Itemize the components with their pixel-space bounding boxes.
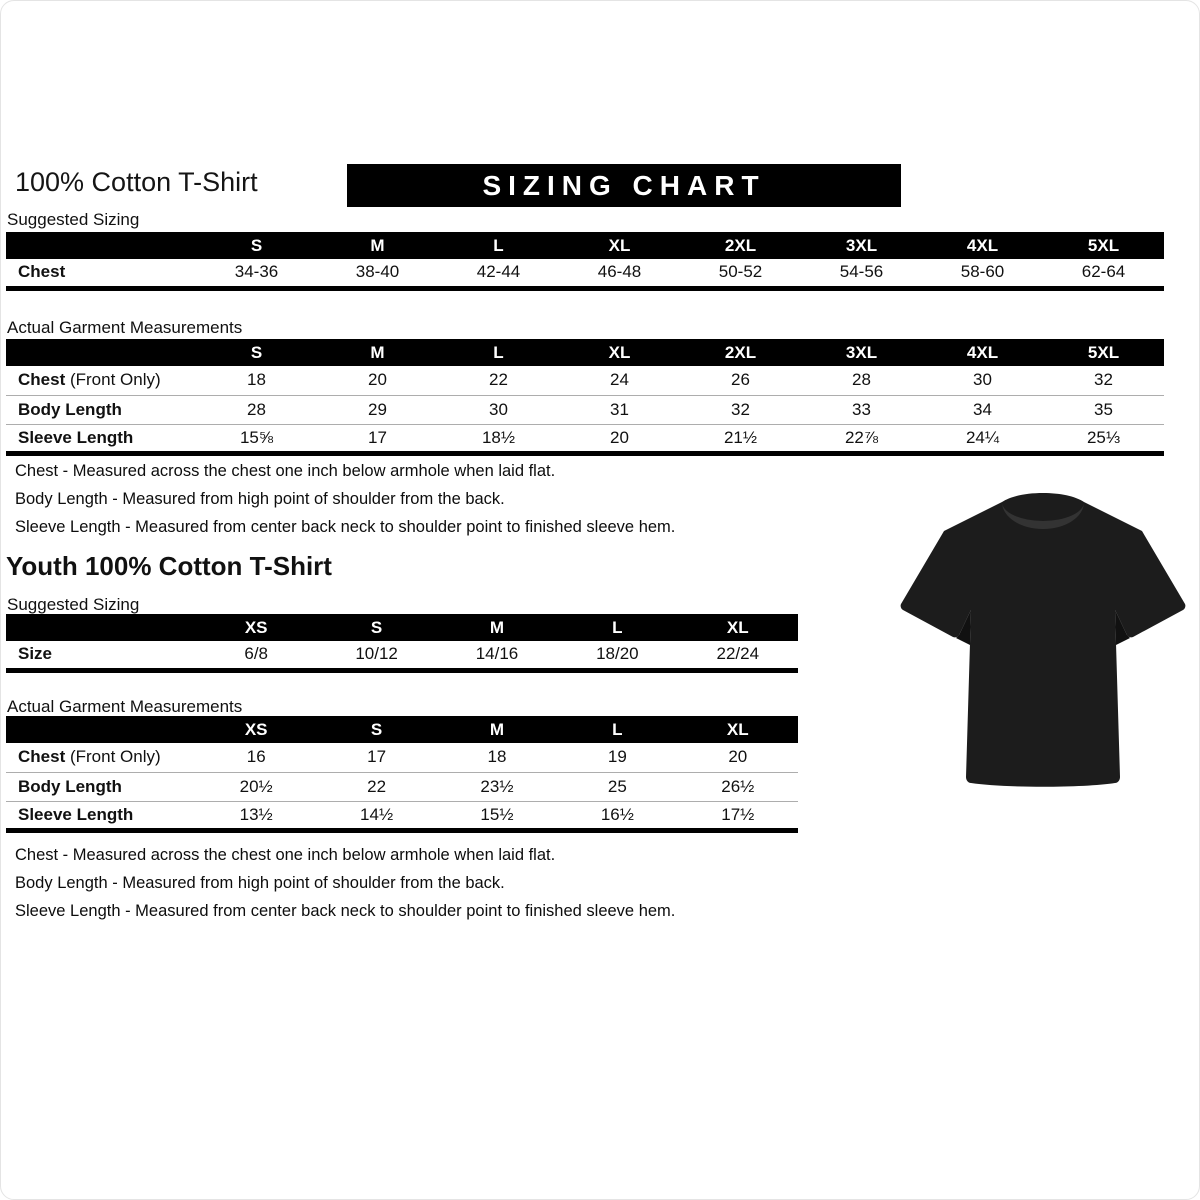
- youth-title: Youth 100% Cotton T-Shirt: [6, 551, 332, 581]
- size-column-l: L: [557, 614, 677, 641]
- measurement-row: [6, 395, 1164, 424]
- size-column-m: M: [317, 232, 438, 259]
- measurement-value: 15½: [480, 804, 514, 824]
- measurement-row: [6, 424, 1164, 453]
- measurement-value: 32: [1094, 370, 1113, 390]
- size-column-5xl: 5XL: [1043, 232, 1164, 259]
- size-column-3xl: 3XL: [801, 339, 922, 366]
- measurement-value: 38-40: [355, 262, 400, 282]
- measurement-value: 24: [610, 370, 629, 390]
- measurement-value: 33: [852, 399, 871, 419]
- measurement-value: 22: [367, 776, 387, 796]
- size-column-s: S: [196, 232, 317, 259]
- measurement-value: 18: [487, 747, 507, 767]
- header-corner-cell: [6, 614, 196, 641]
- measurement-value: 32: [731, 399, 750, 419]
- size-header-row: [6, 339, 1164, 366]
- row-label: Chest (Front Only): [18, 370, 161, 390]
- measurement-row: [6, 259, 1164, 288]
- note-chest: Chest - Measured across the chest one inch below armhole when laid flat.: [15, 846, 556, 864]
- size-column-l: L: [557, 716, 677, 743]
- measurement-value: 17: [367, 747, 387, 767]
- adult-actual-label: Actual Garment Measurements: [7, 318, 243, 337]
- measurement-value: 16: [246, 747, 266, 767]
- measurement-value: 6/8: [244, 644, 269, 664]
- measurement-value: 26½: [721, 776, 755, 796]
- measurement-value: 23½: [480, 776, 514, 796]
- sizing-chart-banner: SIZING CHART: [347, 164, 901, 207]
- measurement-value: 26: [731, 370, 750, 390]
- size-column-2xl: 2XL: [680, 232, 801, 259]
- measurement-value: 58-60: [960, 262, 1005, 282]
- adult-title: 100% Cotton T-Shirt: [15, 167, 258, 197]
- black-tshirt-image: [893, 471, 1193, 823]
- size-column-m: M: [437, 716, 557, 743]
- measurement-value: 19: [607, 747, 627, 767]
- measurement-value: 62-64: [1081, 262, 1126, 282]
- row-label: Sleeve Length: [18, 427, 134, 447]
- measurement-row: [6, 801, 798, 830]
- adult-suggested-table: [6, 232, 1164, 291]
- size-column-l: L: [438, 232, 559, 259]
- measurement-value: 10/12: [355, 644, 398, 664]
- adult-suggested-label: Suggested Sizing: [7, 210, 140, 229]
- measurement-value: 14½: [360, 804, 394, 824]
- measurement-value: 34: [973, 399, 992, 419]
- youth-actual-table: [6, 716, 798, 833]
- note-body-length: Body Length - Measured from high point of shoulder from the back.: [15, 874, 505, 892]
- size-column-2xl: 2XL: [680, 339, 801, 366]
- measurement-value: 22/24: [716, 644, 760, 664]
- measurement-row: [6, 366, 1164, 395]
- measurement-value: 22: [489, 370, 508, 390]
- row-label: Sleeve Length: [18, 804, 134, 824]
- size-column-s: S: [316, 716, 436, 743]
- measurement-value: 25: [607, 776, 627, 796]
- size-column-xl: XL: [678, 614, 798, 641]
- measurement-value: 22⅞: [844, 427, 879, 447]
- measurement-row: [6, 772, 798, 801]
- youth-notes: [15, 846, 675, 930]
- measurement-value: 15⅝: [239, 427, 274, 447]
- header-corner-cell: [6, 339, 196, 366]
- measurement-row: [6, 641, 798, 670]
- header-corner-cell: [6, 716, 196, 743]
- measurement-value: 35: [1094, 399, 1113, 419]
- youth-suggested-label: Suggested Sizing: [7, 595, 140, 614]
- size-column-l: L: [438, 339, 559, 366]
- measurement-value: 46-48: [597, 262, 642, 282]
- measurement-value: 18/20: [596, 644, 639, 664]
- youth-suggested-table: [6, 614, 798, 673]
- measurement-value: 30: [489, 399, 508, 419]
- youth-actual-label: Actual Garment Measurements: [7, 697, 243, 716]
- measurement-value: 14/16: [475, 644, 519, 664]
- size-column-xs: XS: [196, 716, 316, 743]
- size-column-m: M: [437, 614, 557, 641]
- size-column-4xl: 4XL: [922, 232, 1043, 259]
- measurement-value: 34-36: [234, 262, 279, 282]
- measurement-value: 30: [973, 370, 992, 390]
- size-column-xs: XS: [196, 614, 316, 641]
- row-label: Size: [18, 644, 53, 664]
- tshirt-icon: [893, 471, 1193, 823]
- measurement-value: 29: [368, 399, 387, 419]
- measurement-value: 21½: [723, 427, 758, 447]
- size-column-m: M: [317, 339, 438, 366]
- measurement-value: 28: [852, 370, 871, 390]
- note-sleeve-length: Sleeve Length - Measured from center back neck to shoulder point to finished sleeve hem.: [15, 518, 676, 536]
- size-column-xl: XL: [559, 232, 680, 259]
- measurement-value: 16½: [600, 804, 634, 824]
- row-label: Chest (Front Only): [18, 747, 161, 767]
- measurement-value: 20: [728, 747, 748, 767]
- measurement-value: 18½: [481, 427, 516, 447]
- measurement-value: 13½: [239, 804, 273, 824]
- measurement-row: [6, 743, 798, 772]
- row-label: Chest: [18, 262, 66, 282]
- size-column-5xl: 5XL: [1043, 339, 1164, 366]
- size-column-s: S: [316, 614, 436, 641]
- note-body-length: Body Length - Measured from high point of shoulder from the back.: [15, 490, 505, 508]
- adult-actual-table: [6, 339, 1164, 456]
- size-header-row: [6, 716, 798, 743]
- measurement-value: 42-44: [476, 262, 521, 282]
- size-column-xl: XL: [678, 716, 798, 743]
- measurement-value: 17: [368, 427, 387, 447]
- size-column-s: S: [196, 339, 317, 366]
- size-column-xl: XL: [559, 339, 680, 366]
- measurement-value: 28: [247, 399, 266, 419]
- note-chest: Chest - Measured across the chest one inch below armhole when laid flat.: [15, 462, 556, 480]
- measurement-value: 25⅓: [1086, 427, 1121, 447]
- measurement-value: 17½: [721, 804, 755, 824]
- measurement-value: 20: [610, 427, 629, 447]
- note-sleeve-length: Sleeve Length - Measured from center back neck to shoulder point to finished sleeve hem.: [15, 902, 676, 920]
- measurement-value: 20½: [239, 776, 273, 796]
- row-label: Body Length: [18, 399, 122, 419]
- adult-notes: [15, 462, 675, 546]
- measurement-value: 54-56: [839, 262, 884, 282]
- measurement-value: 20: [368, 370, 387, 390]
- measurement-value: 50-52: [718, 262, 763, 282]
- size-column-4xl: 4XL: [922, 339, 1043, 366]
- size-header-row: [6, 232, 1164, 259]
- row-label: Body Length: [18, 776, 122, 796]
- size-header-row: [6, 614, 798, 641]
- measurement-value: 31: [610, 399, 629, 419]
- header-corner-cell: [6, 232, 196, 259]
- size-column-3xl: 3XL: [801, 232, 922, 259]
- measurement-value: 24¼: [965, 427, 1000, 447]
- measurement-value: 18: [247, 370, 266, 390]
